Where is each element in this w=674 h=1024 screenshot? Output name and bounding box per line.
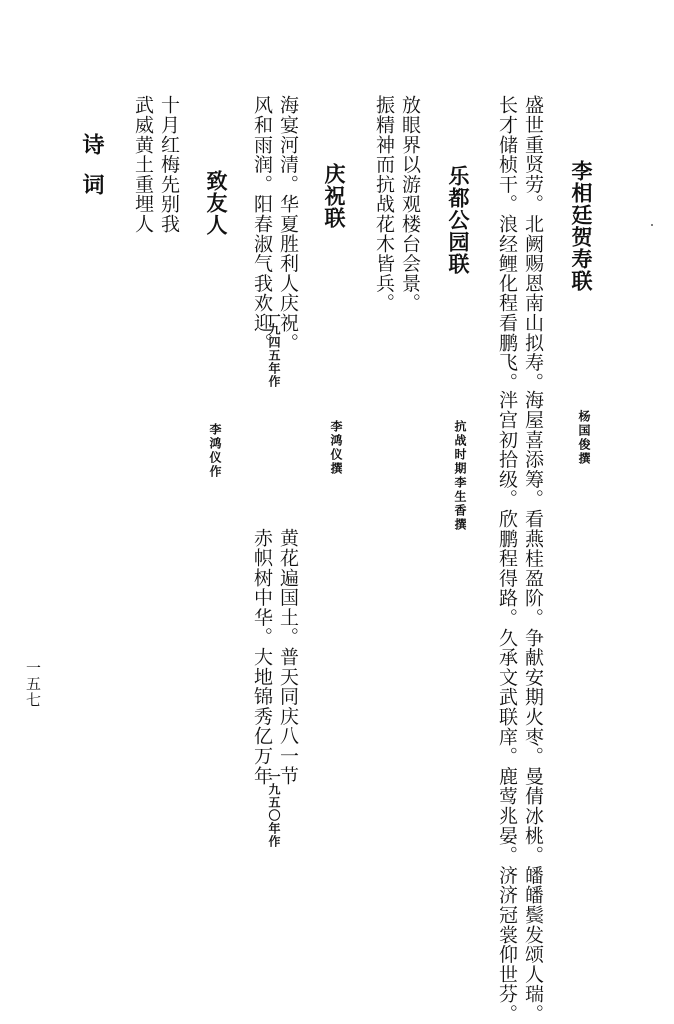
couplet-line-celebration-1b: 黄花遍国土。普天同庆八一节 bbox=[277, 528, 299, 786]
poem-title: 致友人 bbox=[204, 170, 228, 236]
couplet-line-birthday-1b: 海屋喜添筹。看燕桂盈阶。争献安期火枣。曼倩冰桃。皤皤鬓发颂人瑞。 bbox=[522, 390, 544, 1024]
couplet-line-birthday-2b: 泮宫初拾级。欣鹏程得路。久承文武联庠。鹿莺兆晏。济济冠裳仰世芬。 bbox=[496, 390, 518, 1024]
couplet-title-birthday: 李相廷贺寿联 bbox=[569, 160, 593, 292]
couplet-line-park-2: 振精神而抗战花木皆兵。 bbox=[373, 95, 395, 313]
poem-author: 李鸿仪作 bbox=[208, 423, 222, 479]
couplet-line-birthday-2a: 长才储桢干。浪经鲤化程看鹏飞。 bbox=[496, 95, 518, 392]
couplet-line-celebration-1a: 海宴河清。华夏胜利人庆祝。 bbox=[277, 95, 299, 353]
scan-speck bbox=[651, 224, 653, 226]
couplet-line-celebration-2b: 赤帜树中华。大地锦秀亿万年 bbox=[251, 528, 273, 786]
couplet-author-celebration: 李鸿仪撰 bbox=[329, 420, 343, 476]
couplet-date-celebration-a: 一九四五年作 bbox=[267, 310, 281, 388]
poem-line-2: 武威黄土重埋人 bbox=[132, 95, 154, 234]
page-number: 一五七 bbox=[24, 660, 42, 708]
couplet-title-celebration: 庆祝联 bbox=[322, 163, 346, 229]
couplet-line-celebration-2a: 风和雨润。阳春淑气我欢迎。 bbox=[251, 95, 273, 353]
couplet-author-birthday: 杨国俊撰 bbox=[577, 410, 591, 466]
couplet-line-birthday-1a: 盛世重贤劳。北阙赐恩南山拟寿。 bbox=[522, 95, 544, 392]
section-title: 诗词 bbox=[79, 133, 104, 213]
couplet-title-park: 乐都公园联 bbox=[446, 165, 470, 275]
couplet-date-celebration-b: 一九五〇年作 bbox=[267, 770, 281, 848]
poem-line-1: 十月红梅先别我 bbox=[158, 95, 180, 234]
couplet-line-park-1: 放眼界以游观楼台会景。 bbox=[399, 95, 421, 313]
couplet-author-park: 抗战时期李生香撰 bbox=[453, 420, 467, 532]
